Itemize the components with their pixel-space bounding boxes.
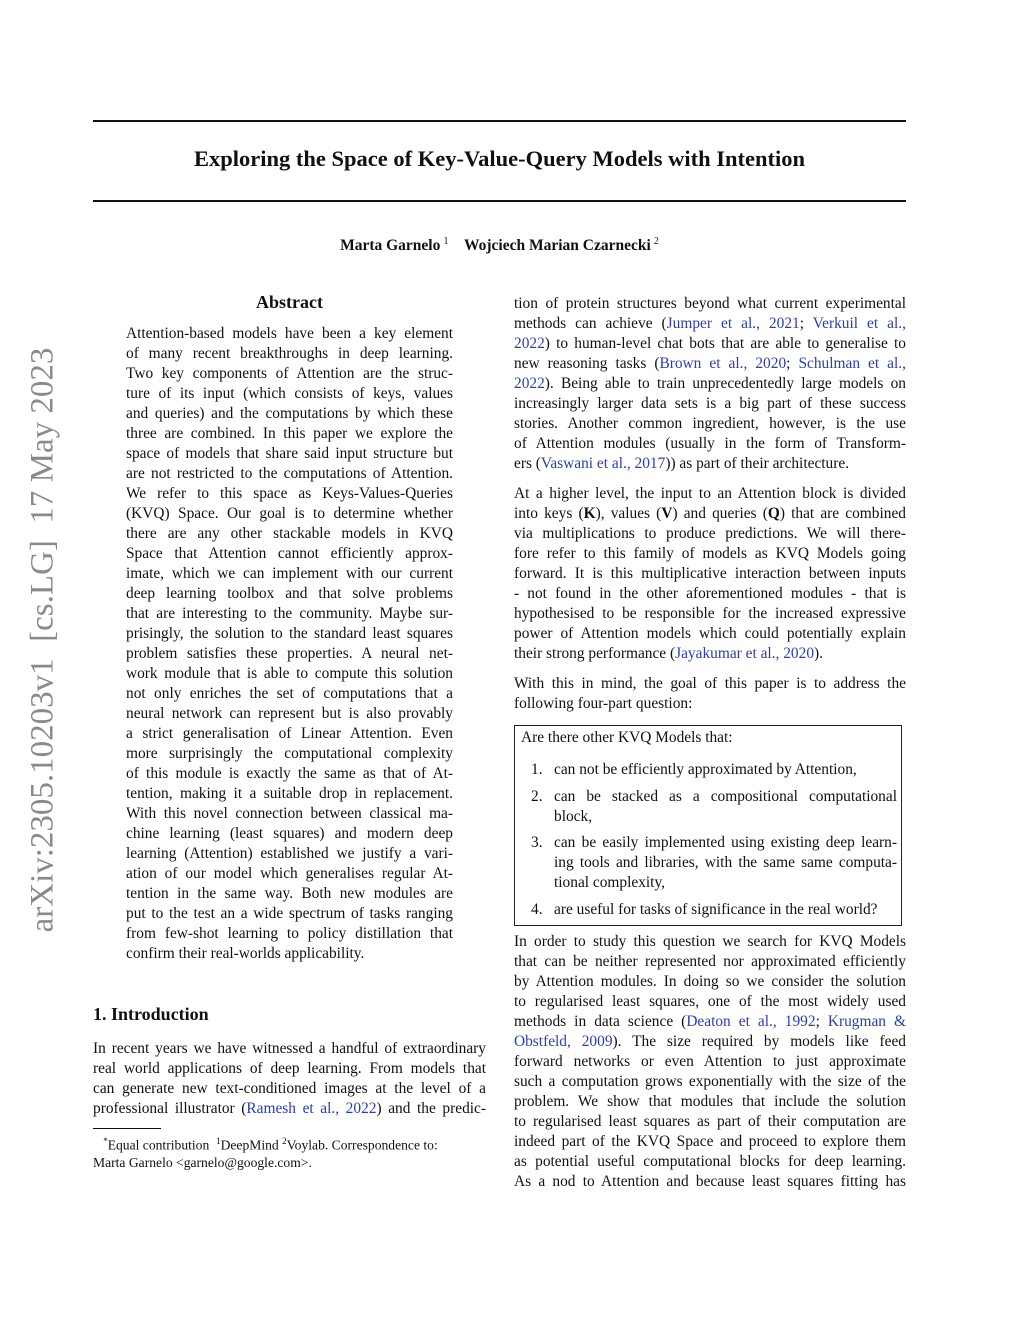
- author-name: Wojciech Marian Czarnecki: [463, 237, 651, 255]
- citation-link[interactable]: Verkuil et al.,: [812, 315, 906, 332]
- text: methods can achieve (: [514, 315, 667, 332]
- text: Attention-based models have been a key element: [126, 325, 453, 342]
- text: can not be efficiently approximated by Attention,: [554, 761, 857, 778]
- text: ). The size required by models like feed: [612, 1033, 907, 1050]
- text-line: [514, 972, 906, 992]
- text: fore refer to this family of models as KVQ Models going: [514, 545, 906, 562]
- text-line: [514, 992, 906, 1012]
- text-line: [514, 584, 906, 604]
- text-line: [126, 584, 453, 604]
- footnote: [93, 1133, 488, 1171]
- citation-link[interactable]: Obstfeld, 2009: [514, 1033, 613, 1050]
- text-line: [514, 1172, 906, 1192]
- text-line: [93, 1059, 486, 1079]
- question-item: [531, 900, 897, 920]
- text: following four-part question:: [514, 695, 693, 712]
- abstract-heading: Abstract: [256, 292, 323, 312]
- text: of this module is exactly the same as that of At-: [126, 765, 453, 782]
- citation-link[interactable]: Ramesh et al., 2022: [246, 1100, 377, 1117]
- paper-title: Exploring the Space of Key-Value-Query Models with Intention: [193, 146, 806, 171]
- text-line: [126, 444, 453, 464]
- text: Two key components of Attention are the struc-: [126, 365, 453, 382]
- text-line: [126, 764, 453, 784]
- text: In order to study this question we search for KVQ Models: [514, 933, 906, 950]
- footnote-mark: *: [103, 1136, 108, 1146]
- list-number: 3.: [531, 834, 543, 851]
- citation-link[interactable]: Deaton et al., 1992: [686, 1013, 816, 1030]
- body-paragraph: [514, 674, 906, 714]
- citation-link[interactable]: 2022: [514, 375, 545, 392]
- body-paragraph: [514, 932, 906, 1192]
- citation-link[interactable]: Jumper et al., 2021: [666, 315, 800, 332]
- question-box: [514, 725, 902, 926]
- text-line: [126, 864, 453, 884]
- text: At a higher level, the input to an Attention block is divided: [514, 485, 906, 502]
- text-line: [514, 1092, 906, 1112]
- text-line: [514, 644, 906, 664]
- text-line: [514, 1032, 906, 1052]
- text: With this in mind, the goal of this paper is to address the: [514, 675, 906, 692]
- text: a strict generalisation of Linear Attention. Even: [126, 725, 453, 742]
- text: neural network can represent but is also provably: [126, 705, 453, 722]
- text-line: [514, 484, 906, 504]
- text: real world applications of deep learning. From models that: [93, 1060, 486, 1077]
- text-line: [514, 544, 906, 564]
- text: put to the test an a wide spectrum of tasks ranging: [126, 905, 453, 922]
- footnote-rule: [93, 1128, 161, 1129]
- list-item-text: [554, 787, 897, 827]
- text: space of models that share said input structure but: [126, 445, 453, 462]
- text-line: [126, 564, 453, 584]
- text-line: [126, 784, 453, 804]
- text-line: [126, 664, 453, 684]
- text-line: [126, 424, 453, 444]
- text: ), values (: [595, 505, 662, 522]
- text: from few-shot learning to policy distillation that: [126, 925, 453, 942]
- citation-link[interactable]: Vaswani et al., 2017: [540, 455, 666, 472]
- text-line: [126, 604, 453, 624]
- introduction-paragraph: [93, 1039, 486, 1119]
- text: increasingly larger data sets is a big part of these success: [514, 395, 906, 412]
- text-line: [554, 833, 897, 853]
- list-number: 2.: [531, 788, 543, 805]
- text-line: [126, 944, 453, 964]
- text: ing tools and libraries, with the same same computa-: [554, 854, 897, 871]
- footnote-mark: 2: [282, 1136, 287, 1146]
- text-line: [514, 354, 906, 374]
- text-line: [126, 384, 453, 404]
- text: block,: [554, 808, 593, 825]
- body-paragraph: [514, 484, 906, 664]
- text: ).: [814, 645, 823, 662]
- citation-link[interactable]: 2022: [514, 335, 545, 352]
- text-line: [514, 674, 906, 694]
- text: ture of its input (which consists of keys, values: [126, 385, 453, 402]
- title-bottom-rule: [93, 200, 906, 202]
- list-item-text: [554, 900, 897, 920]
- footnote-affiliation: DeepMind: [220, 1137, 279, 1153]
- math-symbol: Q: [767, 505, 780, 522]
- text-line: [514, 414, 906, 434]
- text-line: [514, 374, 906, 394]
- text-line: [126, 844, 453, 864]
- text-line: [126, 644, 453, 664]
- text-line: [554, 760, 897, 780]
- text: chine learning (least squares) and modern deep: [126, 825, 453, 842]
- text: to regularised least squares as part of their computation are: [514, 1113, 906, 1130]
- text: ). Being able to train unprecedentedly large models on: [544, 375, 906, 392]
- text-line: [126, 904, 453, 924]
- text: their strong performance (: [514, 645, 676, 662]
- citation-link[interactable]: Brown et al., 2020: [659, 355, 787, 372]
- text: In recent years we have witnessed a handful of extraordinary: [93, 1040, 486, 1057]
- text-line: [514, 294, 906, 314]
- text-line: [554, 900, 897, 920]
- text: stories. Another common ingredient, however, is the use: [514, 415, 906, 432]
- text: imate, which we can implement with our current: [126, 565, 453, 582]
- text: tention in the same way. Both new modules are: [126, 885, 453, 902]
- author-affiliation: 1: [443, 236, 449, 247]
- text: to regularised least squares, one of the most widely used: [514, 993, 906, 1010]
- text-line: [126, 404, 453, 424]
- text: via multiplications to produce predictions. We will there-: [514, 525, 906, 542]
- text-line: [514, 932, 906, 952]
- text-line: [126, 624, 453, 644]
- text: as potential useful computational blocks for deep learning.: [514, 1153, 906, 1170]
- abstract-paragraph: [126, 324, 453, 964]
- list-number: 1.: [531, 761, 543, 778]
- footnote-correspondence: Marta Garnelo <garnelo@google.com>.: [93, 1154, 312, 1170]
- text-line: [514, 454, 906, 474]
- text-line: [126, 804, 453, 824]
- text: can be stacked as a compositional computational: [554, 788, 897, 805]
- text: ) and queries (: [672, 505, 768, 522]
- text: there are any other stackable models in KVQ: [126, 525, 453, 542]
- author-list: [93, 236, 906, 255]
- text: and queries) and the computations by which these: [126, 405, 453, 422]
- text: such a computation grows exponentially with the size of the: [514, 1073, 906, 1090]
- text: ;: [799, 315, 813, 332]
- text-line: [126, 484, 453, 504]
- text-line: [126, 744, 453, 764]
- text-line: [514, 624, 906, 644]
- citation-link[interactable]: Jayakumar et al., 2020: [675, 645, 815, 662]
- text: by Attention modules. In doing so we consider the solution: [514, 973, 906, 990]
- text: (KVQ) Space. Our goal is to determine whether: [126, 505, 453, 522]
- text-line: [126, 824, 453, 844]
- citation-link[interactable]: Schulman et al.,: [798, 355, 906, 372]
- text-line: [514, 394, 906, 414]
- math-symbol: K: [583, 505, 596, 522]
- text-line: [126, 524, 453, 544]
- text: ers (: [514, 455, 541, 472]
- text-line: [93, 1099, 486, 1119]
- text-line: [126, 544, 453, 564]
- text: confirm their real-worlds applicability.: [126, 945, 365, 962]
- text-line: [126, 924, 453, 944]
- text: ) that are combined: [779, 505, 906, 522]
- text: are useful for tasks of significance in the real world?: [554, 901, 878, 918]
- text-line: [514, 694, 906, 714]
- text-line: [514, 1132, 906, 1152]
- text: of Attention modules (usually in the form of Transform-: [514, 435, 906, 452]
- text-line: [126, 704, 453, 724]
- text: that can be neither represented nor approximated efficiently: [514, 953, 906, 970]
- citation-link[interactable]: Krugman &: [827, 1013, 907, 1030]
- author-name: Marta Garnelo: [340, 237, 441, 255]
- text-line: [514, 524, 906, 544]
- title-top-rule: [93, 120, 906, 122]
- text-line: [554, 873, 897, 893]
- text: indeed part of the KVQ Space and proceed to explore them: [514, 1133, 906, 1150]
- text: are not restricted to the computations of Attention.: [126, 465, 453, 482]
- math-symbol: V: [661, 505, 673, 522]
- text: deep learning toolbox and that solve problems: [126, 585, 453, 602]
- question-item: [531, 787, 897, 827]
- text: can be easily implemented using existing deep learn-: [554, 834, 897, 851]
- list-number: 4.: [531, 901, 543, 918]
- text-line: [126, 684, 453, 704]
- text-line: [126, 344, 453, 364]
- text-line: [126, 464, 453, 484]
- body-paragraph: [514, 294, 906, 474]
- text-line: [514, 504, 906, 524]
- text: Space that Attention cannot efficiently approx-: [126, 545, 453, 562]
- text: learning (Attention) established we justify a vari-: [126, 845, 453, 862]
- footnote-equal-contribution: Equal contribution: [107, 1137, 210, 1153]
- question-box-lead: Are there other KVQ Models that:: [521, 729, 733, 746]
- text-line: [126, 324, 453, 344]
- text: prisingly, the solution to the standard least squares: [126, 625, 453, 642]
- text: forward. It is this multiplicative interaction between inputs: [514, 565, 906, 582]
- text-line: [554, 807, 897, 827]
- text-line: [514, 1012, 906, 1032]
- text: tention, making it a suitable drop in replacement.: [126, 785, 453, 802]
- text: professional illustrator (: [93, 1100, 247, 1117]
- text-line: [514, 604, 906, 624]
- text: )) as part of their architecture.: [665, 455, 850, 472]
- text-line: [126, 504, 453, 524]
- text: can generate new text-conditioned images at the level of a: [93, 1080, 486, 1097]
- text-line: [514, 1072, 906, 1092]
- text: that are interesting to the community. Maybe sur-: [126, 605, 453, 622]
- text-line: [514, 314, 906, 334]
- text-line: [514, 952, 906, 972]
- list-item-text: [554, 833, 897, 893]
- text-line: [126, 884, 453, 904]
- text: work module that is able to compute this solution: [126, 665, 453, 682]
- text: power of Attention models which could potentially explain: [514, 625, 906, 642]
- text: tional complexity,: [554, 874, 665, 891]
- text: ;: [815, 1013, 828, 1030]
- text: ation of our model which generalises regular At-: [126, 865, 453, 882]
- text-line: [554, 853, 897, 873]
- text: As a nod to Attention and because least squares fitting has: [514, 1173, 906, 1190]
- text: hypothesised to be responsible for the increased expressive: [514, 605, 906, 622]
- text: problem satisfies these properties. A neural net-: [126, 645, 453, 662]
- list-item-text: [554, 760, 897, 780]
- text: problem. We show that modules that include the solution: [514, 1093, 906, 1110]
- text-line: [126, 724, 453, 744]
- arxiv-stamp: arXiv:2305.10203v1 [cs.LG] 17 May 2023: [24, 347, 61, 933]
- introduction-heading: 1. Introduction: [93, 1004, 209, 1024]
- text-line: [514, 334, 906, 354]
- text: new reasoning tasks (: [514, 355, 660, 372]
- footnote-affiliation: Voylab. Correspondence to:: [286, 1137, 438, 1153]
- text-line: [514, 1112, 906, 1132]
- text: three are combined. In this paper we explore the: [126, 425, 453, 442]
- text-line: [514, 434, 906, 454]
- text: tion of protein structures beyond what current experimental: [514, 295, 906, 312]
- text: into keys (: [514, 505, 584, 522]
- text: forward networks or even Attention to just approximate: [514, 1053, 906, 1070]
- text-line: [514, 564, 906, 584]
- question-item: [531, 760, 897, 780]
- text-line: [514, 1152, 906, 1172]
- question-item: [531, 833, 897, 893]
- text-line: [514, 1052, 906, 1072]
- footnote-mark: 1: [216, 1136, 221, 1146]
- text: more surprisingly the computational complexity: [126, 745, 453, 762]
- author-affiliation: 2: [653, 236, 659, 247]
- text: not only enriches the set of computations that a: [126, 685, 453, 702]
- text-line: [554, 787, 897, 807]
- text: ) and the predic-: [376, 1100, 486, 1117]
- text: With this novel connection between classical ma-: [126, 805, 453, 822]
- text: methods in data science (: [514, 1013, 687, 1030]
- text: ) to human-level chat bots that are able to generalise to: [544, 335, 906, 352]
- text-line: [93, 1039, 486, 1059]
- text-line: [126, 364, 453, 384]
- text: We refer to this space as Keys-Values-Queries: [126, 485, 453, 502]
- text-line: [93, 1079, 486, 1099]
- text: of many recent breakthroughs in deep learning.: [126, 345, 453, 362]
- text: ;: [786, 355, 799, 372]
- text: - not found in the other aforementioned modules - that is: [514, 585, 906, 602]
